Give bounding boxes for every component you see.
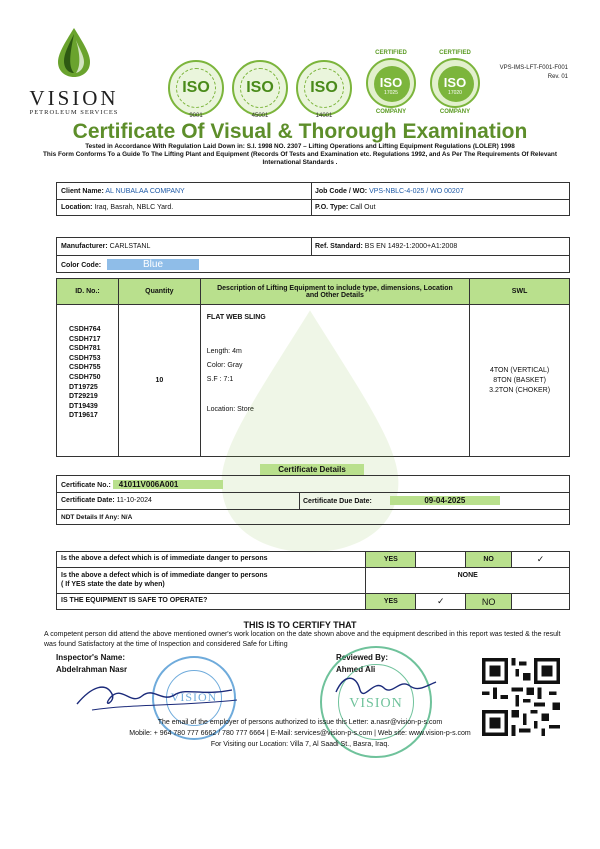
- q3-no-box: [512, 594, 570, 610]
- list-item: DT19725: [69, 383, 98, 391]
- q1-no-label: NO: [466, 552, 512, 568]
- q1-check-icon: ✓: [512, 552, 570, 568]
- manufacturer: Manufacturer: CARLSTANL: [61, 243, 151, 250]
- list-item: DT29219: [69, 393, 98, 401]
- defect-answer-2: NONE: [366, 568, 570, 594]
- col-desc-header: Description of Lifting Equipment to include type, dimensions, Location and Other Details: [200, 279, 469, 305]
- reviewer-label: Reviewed By:: [336, 653, 389, 662]
- certificate-details-title: Certificate Details: [260, 464, 364, 475]
- client-box: [56, 182, 570, 216]
- company-logo: [22, 26, 126, 122]
- po-type: P.O. Type: Call Out: [315, 204, 376, 211]
- col-id-header: ID. No.:: [57, 279, 119, 305]
- list-item: CSDH755: [69, 364, 101, 372]
- list-item: DT19617: [69, 412, 98, 420]
- q1-yes-box: [416, 552, 466, 568]
- swl-choker: 3.2TON (CHOKER): [489, 386, 551, 394]
- desc-location: Location: Store: [206, 406, 254, 413]
- certificate-no: Certificate No.: 41011V006A001: [61, 480, 223, 490]
- certificate-due-date: Certificate Due Date: 09-04-2025: [303, 496, 500, 506]
- q3-no-label: NO: [466, 594, 512, 610]
- q1-yes-label: YES: [366, 552, 416, 568]
- certificate-date: Certificate Date: 11-10-2024: [61, 497, 152, 504]
- iso-9001-badge: ISO: [168, 60, 224, 116]
- defect-question-2: Is the above a defect which is of immediate danger to persons ( If YES state the date by when): [57, 568, 366, 594]
- list-item: CSDH750: [69, 373, 101, 381]
- certify-text: A competent person did attend the above mentioned owner's work location on the date shown above and the equipment described in this report was tested & the result was found Satisfactory at the time of Inspection and considered Safe for Lifting: [44, 631, 561, 648]
- color-code: Color Code: Blue: [61, 259, 199, 270]
- inspector-signature: [72, 676, 242, 716]
- desc-title: FLAT WEB SLING: [206, 314, 266, 321]
- list-item: DT19439: [69, 402, 98, 410]
- footer-address: For Visiting our Location: Villa 7, Al Saadi St., Basra, Iraq.: [210, 741, 390, 748]
- reviewer-name: Ahmed Ali: [336, 665, 376, 674]
- col-swl-header: SWL: [470, 279, 570, 305]
- page-subtitle: Tested in Accordance With Regulation Laid Down in: S.I. 1998 NO. 2307 – Lifting Operations and Lifting Equipment Regulations (LOLER) 1998 This Form Conforms To a Guide To The Lifting Plant and Equipment (Records Of Tests and Examination etc. Regulations 1992, and As Per The Requirements Of Relevant International Standards .: [43, 143, 557, 166]
- swl-vertical: 4TON (VERTICAL): [489, 366, 550, 374]
- certificate-no-value: 41011V006A001: [113, 480, 223, 489]
- iso-17025-badge: CERTIFIED ISO 17025 COMPANY: [366, 58, 416, 108]
- doc-code: VPS-IMS-LFT-F001-F001: [499, 65, 568, 71]
- company-stamp-right: VISION: [320, 646, 432, 758]
- inspector-name: Abdelrahman Nasr: [56, 665, 128, 674]
- q3-check-icon: ✓: [416, 594, 466, 610]
- quantity-value: 10: [118, 305, 200, 457]
- manufacturer-box: [56, 237, 570, 273]
- reviewer-signature: [330, 668, 440, 708]
- color-code-value: Blue: [107, 259, 199, 270]
- iso-45001-badge: ISO: [232, 60, 288, 116]
- footer-authorized-email: The email of the employer of persons authorized to issue this Letter: a.nasr@vision-p-s.com: [157, 719, 443, 726]
- page-title: Certificate Of Visual & Thorough Examination: [72, 120, 528, 143]
- defects-table: [56, 551, 570, 610]
- iso-14001-badge: ISO: [296, 60, 352, 116]
- desc-color: Color: Gray: [206, 362, 243, 369]
- list-item: CSDH764: [69, 326, 101, 333]
- ndt-details: NDT Details If Any: N/A: [61, 514, 133, 521]
- iso-9001-number: 9001: [189, 113, 203, 119]
- iso-45001-number: 45001: [251, 113, 269, 119]
- list-item: CSDH753: [69, 354, 101, 362]
- client-name: Client Name: AL NUBALAA COMPANY: [61, 188, 185, 195]
- client-location: Location: Iraq, Basrah, NBLC Yard.: [61, 204, 174, 211]
- list-item: CSDH717: [69, 335, 101, 343]
- logo-wordmark: VISION: [29, 86, 119, 110]
- certificate-box: [56, 475, 570, 525]
- inspector-label: Inspector's Name:: [56, 653, 126, 662]
- safe-to-operate-question: IS THE EQUIPMENT IS SAFE TO OPERATE?: [57, 594, 366, 610]
- footer-contacts: Mobile: + 964 780 777 6662 / 780 777 6664 | E-Mail: services@vision-p-s.com | Web site: www.vision-p-s.com: [129, 730, 471, 737]
- logo-subtitle: PETROLEUM SERVICES: [29, 109, 119, 116]
- swl-cell: [470, 305, 570, 457]
- id-list: [57, 305, 119, 457]
- iso-14001-number: 14001: [315, 113, 333, 119]
- desc-length: Length: 4m: [206, 348, 242, 355]
- col-qty-header: Quantity: [118, 279, 200, 305]
- swl-basket: 8TON (BASKET): [493, 376, 546, 384]
- defect-question-1: Is the above a defect which is of immediate danger to persons: [57, 552, 366, 568]
- certify-title: THIS IS TO CERTIFY THAT: [243, 620, 357, 630]
- list-item: CSDH781: [69, 345, 101, 353]
- job-code: Job Code / WO: VPS-NBLC-4-025 / WO 00207: [315, 188, 464, 195]
- iso-17020-badge: CERTIFIED ISO 17020 COMPANY: [430, 58, 480, 108]
- due-date-value: 09-04-2025: [390, 496, 500, 505]
- document-reference: [500, 64, 568, 82]
- company-stamp-left: VISION: [152, 656, 236, 740]
- doc-revision: Rev. 01: [547, 74, 568, 80]
- q3-yes-label: YES: [366, 594, 416, 610]
- desc-sf: S.F : 7:1: [206, 376, 234, 383]
- drop-logo-icon: [54, 26, 94, 78]
- ref-standard: Ref. Standard: BS EN 1492-1:2000+A1:2008: [315, 243, 458, 250]
